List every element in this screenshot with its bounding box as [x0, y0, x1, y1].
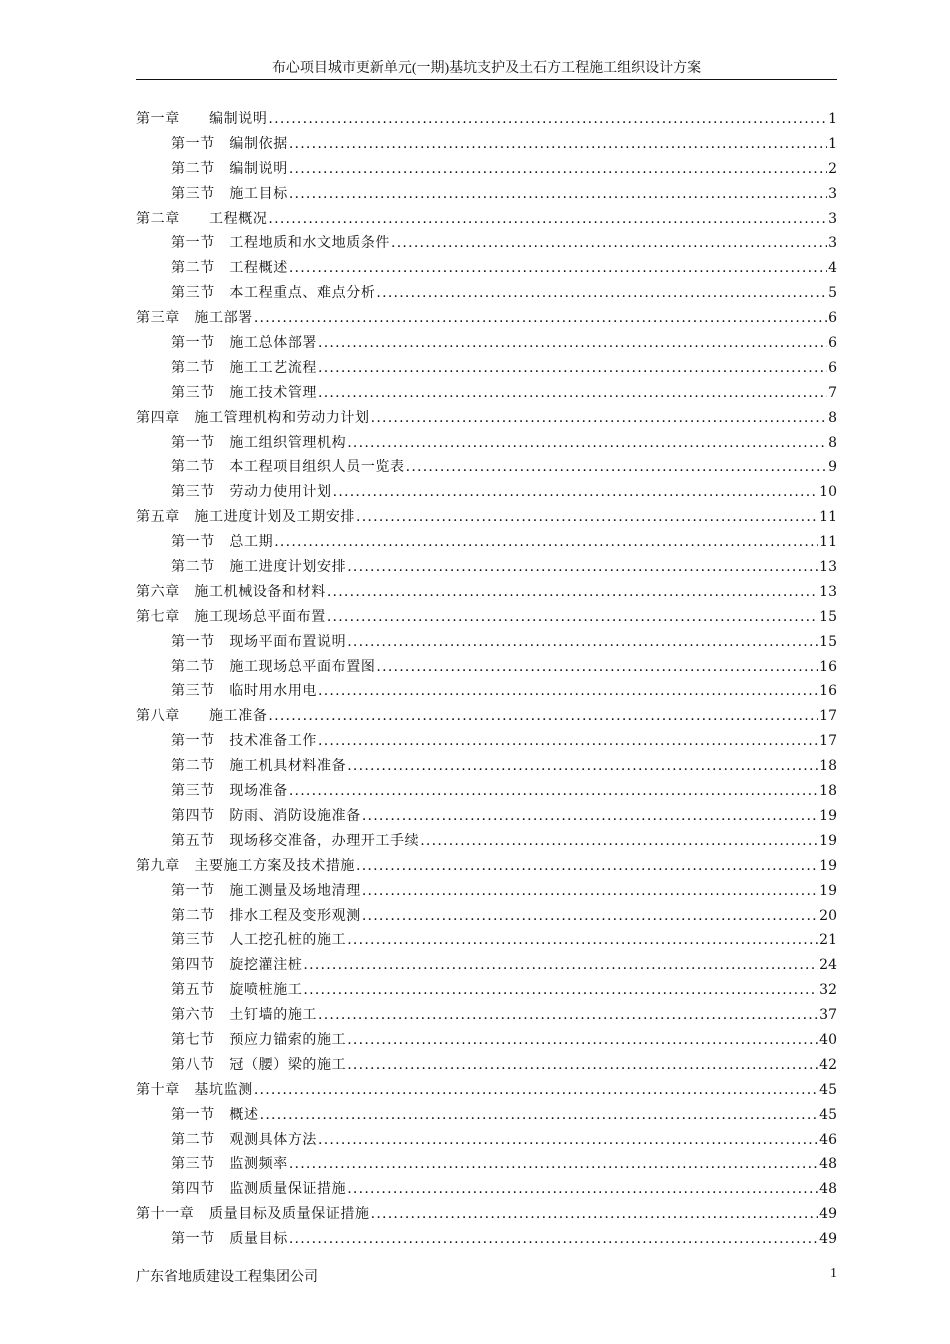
toc-dot-leader [268, 207, 827, 232]
toc-dot-leader [318, 381, 827, 406]
toc-entry-page: 7 [828, 384, 837, 401]
toc-entry-gap [215, 779, 230, 804]
toc-entry-gap [215, 879, 230, 904]
toc-entry-page: 19 [819, 882, 837, 899]
toc-entry-label: 第十章 [136, 1081, 180, 1098]
toc-dot-leader [362, 804, 818, 829]
toc-entry-gap [215, 829, 230, 854]
toc-entry-title: 工程地质和水文地质条件 [229, 235, 391, 252]
toc-entry-gap [215, 928, 230, 953]
toc-entry-page: 1 [828, 111, 837, 127]
toc-section-entry[interactable] [136, 281, 837, 306]
toc-entry-page: 21 [819, 932, 837, 949]
toc-dot-leader [318, 1003, 818, 1028]
toc-entry-gap [215, 231, 230, 256]
toc-section-entry[interactable] [136, 729, 837, 754]
toc-entry-gap [215, 331, 230, 356]
toc-chapter-entry[interactable] [136, 704, 837, 729]
toc-entry-title: 编制依据 [229, 135, 288, 152]
toc-dot-leader [289, 157, 827, 182]
toc-dot-leader [356, 505, 818, 530]
toc-entry-title: 排水工程及变形观测 [229, 907, 361, 924]
toc-entry-page: 6 [828, 335, 837, 352]
toc-entry-label: 第二节 [171, 758, 215, 775]
toc-dot-leader [347, 1177, 818, 1202]
toc-entry-title: 总工期 [229, 534, 274, 551]
toc-entry-label: 第五节 [171, 832, 215, 849]
toc-entry-gap [215, 1177, 230, 1202]
toc-entry-label: 第三节 [171, 484, 215, 501]
toc-entry-gap [215, 157, 230, 182]
toc-entry-title: 冠（腰）梁的施工 [229, 1056, 347, 1073]
toc-entry-title: 旋喷桩施工 [229, 982, 303, 999]
toc-entry-title: 质量目标 [229, 1231, 288, 1248]
toc-section-entry[interactable] [136, 182, 837, 207]
toc-dot-leader [274, 530, 818, 555]
toc-entry-gap [180, 580, 195, 605]
toc-entry-gap [215, 1128, 230, 1153]
toc-entry-title: 编制说明 [229, 160, 288, 177]
toc-dot-leader [376, 655, 818, 680]
toc-entry-page: 20 [819, 907, 837, 924]
toc-entry-page: 17 [819, 733, 837, 750]
toc-chapter-entry[interactable] [136, 1078, 837, 1103]
toc-entry-label: 第一章 [136, 111, 180, 127]
toc-chapter-entry[interactable] [136, 580, 837, 605]
toc-section-entry[interactable] [136, 132, 837, 157]
toc-dot-leader [362, 879, 818, 904]
toc-entry-gap [215, 182, 230, 207]
toc-dot-leader [289, 132, 827, 157]
toc-entry-title: 观测具体方法 [229, 1131, 318, 1148]
toc-section-entry[interactable] [136, 1103, 837, 1128]
toc-entry-page: 5 [828, 285, 837, 302]
toc-entry-title: 现场平面布置说明 [229, 633, 347, 650]
toc-dot-leader [347, 1053, 818, 1078]
toc-entry-gap [215, 978, 230, 1003]
toc-dot-leader [327, 580, 818, 605]
toc-entry-page: 18 [819, 783, 837, 800]
toc-entry-title: 施工准备 [209, 708, 268, 725]
toc-entry-page: 18 [819, 758, 837, 775]
toc-entry-label: 第四节 [171, 807, 215, 824]
toc-entry-page: 48 [819, 1156, 837, 1173]
toc-entry-title: 施工目标 [229, 185, 288, 202]
toc-entry-title: 施工测量及场地清理 [229, 882, 361, 899]
toc-entry-label: 第四节 [171, 1181, 215, 1198]
toc-entry-label: 第七章 [136, 608, 180, 625]
toc-entry-page: 6 [828, 359, 837, 376]
toc-chapter-entry[interactable] [136, 207, 837, 232]
toc-entry-label: 第三节 [171, 285, 215, 302]
toc-entry-gap [215, 679, 230, 704]
toc-entry-page: 11 [819, 534, 837, 551]
toc-entry-label: 第六节 [171, 1007, 215, 1024]
toc-entry-page: 19 [819, 857, 837, 874]
toc-dot-leader [318, 356, 827, 381]
toc-entry-title: 监测质量保证措施 [229, 1181, 347, 1198]
toc-dot-leader [327, 605, 818, 630]
toc-entry-title: 旋挖灌注桩 [229, 957, 303, 974]
toc-dot-leader [406, 455, 827, 480]
toc-entry-page: 37 [819, 1007, 837, 1024]
toc-dot-leader [303, 953, 818, 978]
toc-chapter-entry[interactable] [136, 854, 837, 879]
toc-section-entry[interactable] [136, 679, 837, 704]
toc-dot-leader [371, 1202, 819, 1227]
toc-entry-page: 42 [819, 1056, 837, 1073]
toc-entry-gap [215, 480, 230, 505]
footer-page-number: 1 [830, 1266, 837, 1281]
toc-entry-page: 8 [828, 434, 837, 451]
toc-entry-page: 49 [819, 1206, 837, 1223]
toc-dot-leader [376, 281, 827, 306]
toc-entry-title: 现场移交准备，办理开工手续 [229, 832, 420, 849]
toc-section-entry[interactable] [136, 530, 837, 555]
toc-entry-page: 19 [819, 807, 837, 824]
toc-section-entry[interactable] [136, 1053, 837, 1078]
toc-entry-gap [180, 207, 209, 232]
toc-entry-gap [215, 630, 230, 655]
toc-entry-label: 第七节 [171, 1031, 215, 1048]
toc-section-entry[interactable] [136, 231, 837, 256]
toc-section-entry[interactable] [136, 978, 837, 1003]
toc-entry-title: 监测频率 [229, 1156, 288, 1173]
toc-dot-leader [420, 829, 818, 854]
toc-dot-leader [356, 854, 818, 879]
toc-dot-leader [303, 978, 818, 1003]
toc-dot-leader [347, 754, 818, 779]
header-rule [136, 79, 837, 80]
toc-dot-leader [260, 1103, 819, 1128]
toc-entry-gap [215, 953, 230, 978]
toc-entry-gap [215, 804, 230, 829]
toc-entry-title: 主要施工方案及技术措施 [194, 857, 356, 874]
toc-entry-gap [180, 1078, 195, 1103]
toc-entry-gap [215, 381, 230, 406]
toc-entry-title: 编制说明 [209, 111, 268, 127]
toc-section-entry[interactable] [136, 455, 837, 480]
toc-entry-title: 本工程项目组织人员一览表 [229, 459, 405, 476]
toc-entry-page: 4 [828, 260, 837, 277]
toc-section-entry[interactable] [136, 779, 837, 804]
toc-entry-label: 第三节 [171, 1156, 215, 1173]
toc-entry-page: 3 [828, 235, 837, 252]
toc-entry-gap [215, 281, 230, 306]
toc-entry-title: 临时用水用电 [229, 683, 318, 700]
toc-section-entry[interactable] [136, 804, 837, 829]
toc-entry-gap [180, 605, 195, 630]
toc-entry-gap [180, 505, 195, 530]
toc-entry-label: 第一节 [171, 733, 215, 750]
toc-dot-leader [347, 431, 827, 456]
toc-entry-label: 第一节 [171, 534, 215, 551]
toc-entry-label: 第三章 [136, 310, 180, 327]
toc-entry-title: 防雨、消防设施准备 [229, 807, 361, 824]
toc-entry-label: 第二节 [171, 359, 215, 376]
toc-entry-page: 16 [819, 658, 837, 675]
toc-entry-title: 概述 [229, 1106, 259, 1123]
toc-entry-title: 工程概述 [229, 260, 288, 277]
toc-section-entry[interactable] [136, 1152, 837, 1177]
toc-section-entry[interactable] [136, 356, 837, 381]
toc-chapter-entry[interactable] [136, 505, 837, 530]
toc-dot-leader [391, 231, 827, 256]
toc-entry-label: 第二节 [171, 907, 215, 924]
toc-entry-page: 9 [828, 459, 837, 476]
toc-dot-leader [268, 107, 827, 132]
toc-entry-gap [215, 729, 230, 754]
footer-company: 广东省地质建设工程集团公司 [136, 1270, 318, 1285]
toc-entry-label: 第一节 [171, 1231, 215, 1248]
toc-entry-label: 第一节 [171, 235, 215, 252]
toc-entry-label: 第八节 [171, 1056, 215, 1073]
toc-chapter-entry[interactable] [136, 1202, 837, 1227]
toc-entry-title: 施工组织管理机构 [229, 434, 347, 451]
toc-entry-title: 施工进度计划安排 [229, 559, 347, 576]
toc-entry-page: 6 [828, 310, 837, 327]
toc-entry-label: 第二节 [171, 1131, 215, 1148]
toc-entry-label: 第二节 [171, 459, 215, 476]
toc-entry-label: 第一节 [171, 135, 215, 152]
toc-entry-title: 施工工艺流程 [229, 359, 318, 376]
toc-dot-leader [333, 480, 819, 505]
toc-section-entry[interactable] [136, 953, 837, 978]
toc-entry-page: 8 [828, 409, 837, 426]
toc-entry-gap [180, 306, 195, 331]
toc-section-entry[interactable] [136, 904, 837, 929]
toc-entry-title: 施工技术管理 [229, 384, 318, 401]
toc-entry-label: 第一节 [171, 882, 215, 899]
toc-entry-label: 第一节 [171, 1106, 215, 1123]
toc-dot-leader [318, 331, 827, 356]
toc-entry-label: 第一节 [171, 335, 215, 352]
table-of-contents [136, 107, 837, 1252]
toc-entry-label: 第三节 [171, 783, 215, 800]
toc-entry-gap [215, 1152, 230, 1177]
toc-entry-gap [215, 356, 230, 381]
toc-entry-title: 质量目标及质量保证措施 [209, 1206, 370, 1223]
toc-dot-leader [347, 928, 818, 953]
toc-entry-label: 第五节 [171, 982, 215, 999]
toc-dot-leader [254, 1078, 818, 1103]
toc-entry-label: 第二节 [171, 260, 215, 277]
toc-entry-page: 2 [828, 160, 837, 177]
page-header-title: 布心项目城市更新单元(一期)基坑支护及土石方工程施工组织设计方案 [271, 61, 702, 76]
toc-entry-gap [215, 1028, 230, 1053]
toc-dot-leader [318, 729, 818, 754]
toc-entry-title: 施工现场总平面布置 [194, 608, 326, 625]
toc-entry-title: 施工机械设备和材料 [194, 583, 326, 600]
toc-section-entry[interactable] [136, 1003, 837, 1028]
toc-section-entry[interactable] [136, 331, 837, 356]
toc-entry-gap [180, 406, 195, 431]
toc-section-entry[interactable] [136, 555, 837, 580]
toc-entry-label: 第三节 [171, 683, 215, 700]
toc-entry-label: 第一节 [171, 633, 215, 650]
toc-section-entry[interactable] [136, 381, 837, 406]
toc-entry-title: 基坑监测 [194, 1081, 253, 1098]
toc-entry-label: 第三节 [171, 384, 215, 401]
toc-entry-gap [215, 431, 230, 456]
toc-entry-label: 第三节 [171, 932, 215, 949]
toc-entry-gap [194, 1202, 209, 1227]
toc-entry-title: 预应力锚索的施工 [229, 1031, 347, 1048]
toc-chapter-entry[interactable] [136, 406, 837, 431]
toc-entry-label: 第八章 [136, 708, 180, 725]
toc-entry-page: 45 [819, 1106, 837, 1123]
toc-entry-page: 1 [828, 135, 837, 152]
toc-dot-leader [318, 679, 818, 704]
toc-entry-gap [215, 555, 230, 580]
toc-section-entry[interactable] [136, 431, 837, 456]
toc-section-entry[interactable] [136, 480, 837, 505]
toc-entry-page: 13 [819, 559, 837, 576]
toc-entry-title: 本工程重点、难点分析 [229, 285, 376, 302]
toc-chapter-entry[interactable] [136, 107, 837, 132]
toc-entry-page: 10 [819, 484, 837, 501]
toc-entry-gap [215, 1103, 230, 1128]
toc-entry-page: 46 [819, 1131, 837, 1148]
toc-dot-leader [318, 1128, 818, 1153]
toc-dot-leader [289, 1227, 818, 1252]
toc-section-entry[interactable] [136, 1177, 837, 1202]
toc-entry-title: 工程概况 [209, 210, 268, 227]
toc-section-entry[interactable] [136, 1028, 837, 1053]
toc-entry-label: 第一节 [171, 434, 215, 451]
toc-entry-gap [215, 1227, 230, 1252]
toc-entry-page: 40 [819, 1031, 837, 1048]
toc-entry-title: 技术准备工作 [229, 733, 318, 750]
toc-entry-gap [215, 1053, 230, 1078]
toc-dot-leader [289, 182, 827, 207]
toc-section-entry[interactable] [136, 630, 837, 655]
toc-section-entry[interactable] [136, 1128, 837, 1153]
toc-entry-gap [180, 704, 209, 729]
toc-entry-label: 第二节 [171, 559, 215, 576]
toc-entry-page: 11 [819, 509, 837, 526]
toc-section-entry[interactable] [136, 928, 837, 953]
toc-entry-label: 第二节 [171, 160, 215, 177]
toc-entry-label: 第二章 [136, 210, 180, 227]
toc-entry-gap [215, 754, 230, 779]
toc-entry-page: 49 [819, 1231, 837, 1248]
toc-entry-gap [215, 1003, 230, 1028]
toc-dot-leader [347, 555, 818, 580]
toc-entry-page: 19 [819, 832, 837, 849]
toc-entry-page: 15 [819, 633, 837, 650]
toc-entry-title: 施工机具材料准备 [229, 758, 347, 775]
toc-entry-title: 施工现场总平面布置图 [229, 658, 376, 675]
toc-entry-gap [180, 107, 209, 132]
toc-entry-gap [215, 256, 230, 281]
toc-entry-label: 第三节 [171, 185, 215, 202]
toc-entry-gap [215, 655, 230, 680]
toc-dot-leader [289, 1152, 818, 1177]
toc-chapter-entry[interactable] [136, 306, 837, 331]
toc-chapter-entry[interactable] [136, 605, 837, 630]
toc-entry-title: 施工部署 [194, 310, 253, 327]
toc-entry-gap [180, 854, 195, 879]
toc-entry-label: 第四章 [136, 409, 180, 426]
toc-dot-leader [254, 306, 827, 331]
toc-dot-leader [289, 779, 818, 804]
toc-entry-label: 第四节 [171, 957, 215, 974]
toc-entry-title: 土钉墙的施工 [229, 1007, 318, 1024]
toc-dot-leader [347, 630, 818, 655]
toc-entry-page: 13 [819, 583, 837, 600]
toc-entry-page: 48 [819, 1181, 837, 1198]
toc-dot-leader [371, 406, 827, 431]
toc-entry-page: 3 [828, 185, 837, 202]
toc-section-entry[interactable] [136, 829, 837, 854]
toc-entry-page: 17 [819, 708, 837, 725]
toc-entry-title: 人工挖孔桩的施工 [229, 932, 347, 949]
toc-section-entry[interactable] [136, 879, 837, 904]
toc-entry-label: 第二节 [171, 658, 215, 675]
toc-entry-title: 施工管理机构和劳动力计划 [194, 409, 370, 426]
toc-entry-label: 第十一章 [136, 1206, 195, 1223]
toc-dot-leader [289, 256, 827, 281]
toc-section-entry[interactable] [136, 1227, 837, 1252]
toc-entry-page: 15 [819, 608, 837, 625]
toc-entry-gap [215, 904, 230, 929]
toc-dot-leader [347, 1028, 818, 1053]
toc-entry-title: 施工总体部署 [229, 335, 318, 352]
toc-entry-label: 第六章 [136, 583, 180, 600]
toc-dot-leader [362, 904, 818, 929]
toc-section-entry[interactable] [136, 256, 837, 281]
toc-dot-leader [268, 704, 818, 729]
toc-entry-title: 现场准备 [229, 783, 288, 800]
toc-entry-label: 第五章 [136, 509, 180, 526]
toc-section-entry[interactable] [136, 655, 837, 680]
toc-entry-gap [215, 132, 230, 157]
toc-section-entry[interactable] [136, 754, 837, 779]
toc-entry-title: 施工进度计划及工期安排 [194, 509, 356, 526]
toc-entry-page: 45 [819, 1081, 837, 1098]
toc-section-entry[interactable] [136, 157, 837, 182]
toc-entry-page: 32 [819, 982, 837, 999]
toc-entry-title: 劳动力使用计划 [229, 484, 332, 501]
toc-entry-page: 3 [828, 210, 837, 227]
toc-entry-page: 24 [819, 957, 837, 974]
toc-entry-page: 16 [819, 683, 837, 700]
toc-entry-gap [215, 530, 230, 555]
toc-entry-gap [215, 455, 230, 480]
toc-entry-label: 第九章 [136, 857, 180, 874]
